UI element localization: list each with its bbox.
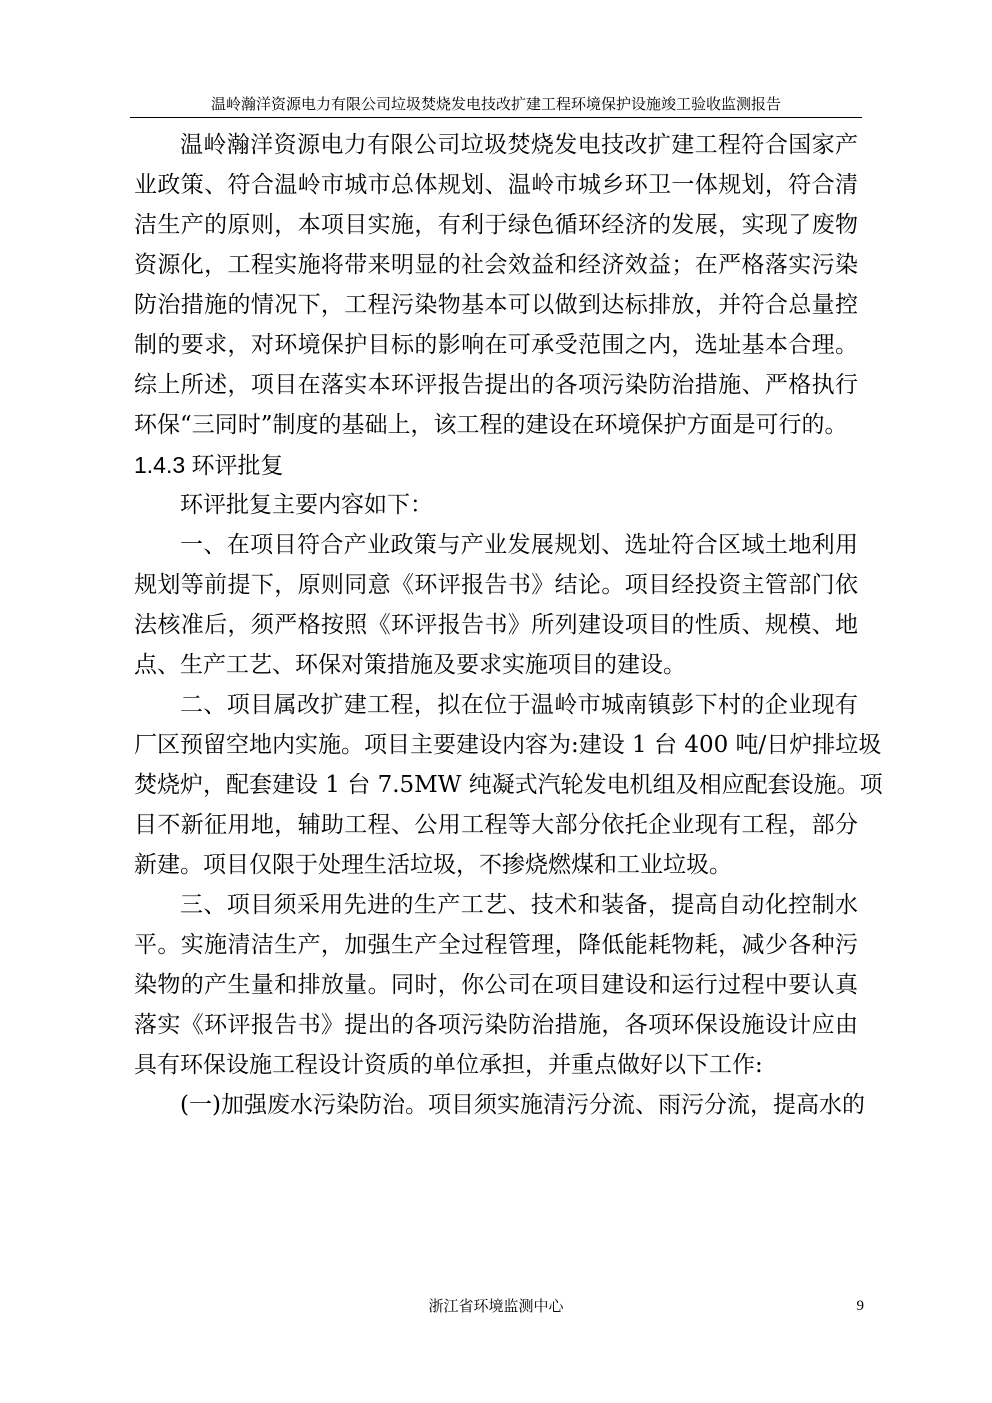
paragraph-line: 一、在项目符合产业政策与产业发展规划、选址符合区域土地利用: [180, 532, 858, 558]
paragraph-line: 防治措施的情况下，工程污染物基本可以做到达标排放，并符合总量控: [134, 292, 858, 318]
paragraph-line: 法核准后，须严格按照《环评报告书》所列建设项目的性质、规模、地: [134, 612, 858, 638]
paragraph-line: 二、项目属改扩建工程，拟在位于温岭市城南镇彭下村的企业现有: [180, 692, 858, 718]
paragraph-line: 目不新征用地，辅助工程、公用工程等大部分依托企业现有工程，部分: [134, 812, 858, 838]
section-heading: 1.4.3 环评批复: [134, 452, 284, 478]
paragraph-line: (一)加强废水污染防治。项目须实施清污分流、雨污分流，提高水的: [180, 1092, 865, 1118]
paragraph-line: 新建。项目仅限于处理生活垃圾，不掺烧燃煤和工业垃圾。: [134, 852, 732, 878]
paragraph-line: 制的要求，对环境保护目标的影响在可承受范围之内，选址基本合理。: [134, 332, 858, 358]
running-header: 温岭瀚洋资源电力有限公司垃圾焚烧发电技改扩建工程环境保护设施竣工验收监测报告: [210, 95, 781, 113]
footer-organization: 浙江省环境监测中心: [428, 1297, 564, 1315]
paragraph-line: 具有环保设施工程设计资质的单位承担，并重点做好以下工作:: [134, 1052, 763, 1078]
paragraph-line: 染物的产生量和排放量。同时，你公司在项目建设和运行过程中要认真: [134, 972, 858, 998]
page-number: 9: [856, 1298, 864, 1314]
paragraph-line: 综上所述，项目在落实本环评报告提出的各项污染防治措施、严格执行: [134, 372, 858, 398]
paragraph-line: 平。实施清洁生产，加强生产全过程管理，降低能耗物耗，减少各种污: [134, 932, 858, 958]
paragraph-line: 环保“三同时”制度的基础上，该工程的建设在环境保护方面是可行的。: [134, 412, 848, 438]
paragraph-line: 洁生产的原则，本项目实施，有利于绿色循环经济的发展，实现了废物: [134, 212, 858, 238]
paragraph-line: 厂区预留空地内实施。项目主要建设内容为:建设 1 台 400 吨/日炉排垃圾: [134, 732, 882, 758]
paragraph-line: 环评批复主要内容如下：: [180, 492, 433, 518]
paragraph-line: 三、项目须采用先进的生产工艺、技术和装备，提高自动化控制水: [180, 892, 858, 918]
paragraph-line: 焚烧炉，配套建设 1 台 7.5MW 纯凝式汽轮发电机组及相应配套设施。项: [134, 772, 883, 798]
header-divider: [130, 117, 862, 118]
paragraph-line: 落实《环评报告书》提出的各项污染防治措施，各项环保设施设计应由: [134, 1012, 858, 1038]
paragraph-line: 点、生产工艺、环保对策措施及要求实施项目的建设。: [134, 652, 686, 678]
paragraph-line: 温岭瀚洋资源电力有限公司垃圾焚烧发电技改扩建工程符合国家产: [180, 132, 858, 158]
paragraph-line: 资源化，工程实施将带来明显的社会效益和经济效益；在严格落实污染: [134, 252, 858, 278]
paragraph-line: 规划等前提下，原则同意《环评报告书》结论。项目经投资主管部门依: [134, 572, 858, 598]
paragraph-line: 业政策、符合温岭市城市总体规划、温岭市城乡环卫一体规划，符合清: [134, 172, 858, 198]
document-body: [134, 125, 883, 1125]
